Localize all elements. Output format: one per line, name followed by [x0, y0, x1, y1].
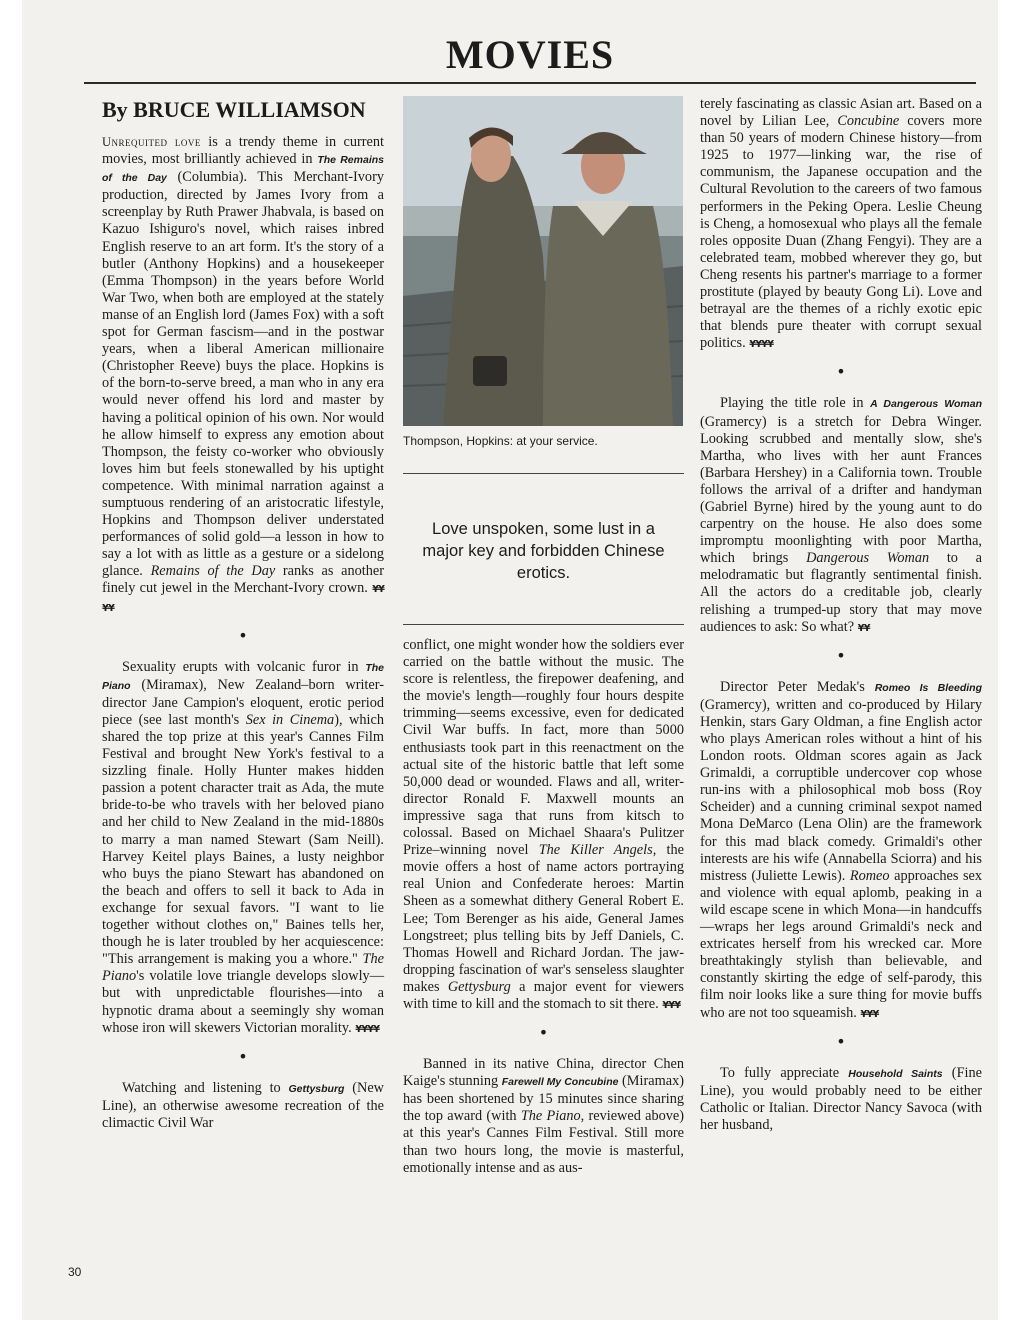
column-3 — [700, 96, 982, 1134]
review-concubine-cont: terely fascinating as classic Asian art. Based on a novel by Lilian Lee, Concubine covers more than 50 years of modern Chinese history—from 1925 to 1977—linking war, the rise of communism, the Japanese occupation and the Cultural Revolution to the careers of two famous performers in the Peking Opera. Leslie Cheung is Cheng, a homosexual who plays all the female roles opposite Duan (Zhang Fengyi). They are a celebrated team, mobbed wherever they go, but Cheng resents his partner's marriage to a former prostitute (played by beauty Gong Li). Love and betrayal are the themes of a richly exotic epic that blends pure theater with corrupt sexual politics. ¥¥¥¥ — [700, 96, 983, 352]
film-title: Gettysburg — [447, 978, 511, 995]
film-title: Romeo Is Bleeding — [874, 681, 982, 694]
book-title: Concubine — [837, 113, 900, 130]
review-a-dangerous-woman: Playing the title role in A Dangerous Woman (Gramercy) is a stretch for Debra Winger. Looking scrubbed and mentally slow, she's Martha, who lives with her aunt Frances (Barbara Hershey) in a California town. Trouble follows the arrival of a drifter and handyman (Gabriel Byrne) hired by the young aunt to do carpentry on the house. He also does some impromptu moonlighting with poor Martha, which brings Dangerous Woman to a melodramatic but flagrantly sentimental finish. All the actors do a creditable job, clearly relishing a trumped-up story that may move audiences to ask: So what? ¥¥ — [700, 395, 982, 635]
rating-icon: ¥¥¥ — [662, 999, 681, 1011]
pull-quote: Love unspoken, some lust in a major key and forbidden Chinese erotics. — [403, 473, 684, 625]
section-header — [84, 30, 976, 84]
rating-icon: ¥¥¥¥ — [749, 339, 774, 351]
byline: By BRUCE WILLIAMSON — [102, 97, 366, 122]
column-2 — [403, 96, 684, 1177]
column-1 — [102, 96, 384, 1132]
review-gettysburg-cont: conflict, one might wonder how the soldiers ever carried on the battle without the music. The score is relentless, the firepower deafening, and the movie's length—roughly four hours despite trimming—seems excessive, even for dedicated Civil War buffs. In fact, more than 5000 enthusiasts took part in this reenactment on the actual site of the historic battle that left some 50,000 dead or wounded. Flaws and all, writer-director Ronald F. Maxwell mounts an impressive saga that runs from kitsch to colossal. Based on Michael Shaara's Pulitzer Prize–winning novel The Killer Angels, the movie offers a host of name actors portraying real Union and Confederate heroes: Martin Sheen as a somewhat dithery General Robert E. Lee; Tom Berenger as his aide, General James Longstreet; plus telling bits by Jeff Daniels, C. Thomas Howell and Richard Jordan. The jaw-dropping fascination of war's senseless slaughter makes Gettysburg a major event for viewers with time to kill and the stomach to sit there. ¥¥¥ — [403, 637, 684, 1012]
rating-icon: ¥¥¥¥ — [355, 1023, 380, 1035]
book-title: The Killer Angels — [538, 842, 653, 859]
section-bullet: • — [238, 625, 248, 645]
film-title: Household Saints — [848, 1067, 943, 1080]
film-title: The Piano — [102, 661, 384, 692]
photo-illustration — [403, 96, 683, 426]
section-title: MOVIES — [445, 32, 615, 77]
column-2-body — [403, 637, 684, 1177]
rating-icon: ¥¥¥¥ — [102, 584, 384, 614]
magazine-page — [22, 0, 998, 1320]
film-title: Farewell My Concubine — [501, 1076, 619, 1089]
lead-in: Unrequited love — [102, 135, 201, 149]
review-romeo-is-bleeding: Director Peter Medak's Romeo Is Bleeding (Gramercy), written and co-produced by Hilary Henkin, stars Gary Oldman, a fine English actor who plays American roles without a hint of his London roots. Oldman scores again as Jack Grimaldi, a corruptible undercover cop whose run-ins with a philosophical mob boss (Roy Scheider) and a cunning criminal sexpot named Mona DeMarco (Lena Olin) are the framework for this mad black comedy. Grimaldi's other interests are his wife (Annabella Sciorra) and his mistress (Juliette Lewis). Romeo approaches sex and violence with equal aplomb, peaking in a wild escape scene in which Mona—in handcuffs—wraps her legs around Grimaldi's neck and extricates herself from his wrecked car. More breathtakingly stylish than believable, and constantly skirting the edge of self-parody, this film noir looks like a sure thing for movie buffs who are not too squeamish. ¥¥¥ — [700, 678, 982, 1021]
photo-caption: Thompson, Hopkins: at your service. — [403, 434, 598, 448]
review-remains-of-the-day: Unrequited love is a trendy theme in current movies, most brilliantly achieved in The Remains of the Day (Columbia). This Merchant-Ivory production, directed by James Ivory from a screenplay by Ruth Prawer Jhabvala, is based on Kazuo Ishiguro's novel, which raises inbred English reserve to an art form. It's the story of a butler (Anthony Hopkins) and a housekeeper (Emma Thompson) in the years before World War Two, when both are employed at the stately manse of an English lord (James Fox) with a soft spot for German fascism—and in the postwar years, when a liberal American millionaire (Christopher Reeve) buys the place. Hopkins is of the born-to-serve breed, a man who in any era would never offend his lord and master by having a political opinion of his own. Nor would he allow himself to express any emotion about Thompson, the feisty co-worker who obviously loves him but feels stonewalled by his uptight competence. With minimal narration against a sumptuous rendering of an aristocratic lifestyle, Hopkins and Thompson deliver understated performances of solid gold—a lesson in how to say a lot with as little as a gesture or a sidelong glance. Remains of the Day ranks as another finely cut jewel in the Merchant-Ivory crown. ¥¥¥¥ — [102, 134, 384, 614]
review-household-saints: To fully appreciate Household Saints (Fine Line), you would probably need to be either Catholic or Italian. Director Nancy Savoca (with her husband, — [700, 1064, 982, 1133]
film-title: Remains of the Day — [150, 563, 276, 580]
section-bullet: • — [836, 645, 846, 665]
review-farewell-my-concubine: Banned in its native China, director Chen Kaige's stunning Farewell My Concubine (Miramax) has been shortened by 15 minutes since sharing the top award (with The Piano, reviewed above) at this year's Cannes Film Festival. Still more than two hours long, the movie is masterful, emotionally intense and as aus- — [403, 1056, 685, 1176]
section-bullet: • — [538, 1023, 549, 1043]
film-still-photo — [403, 96, 683, 426]
film-title: A Dangerous Woman — [870, 398, 982, 411]
film-title: The Remains of the Day — [102, 154, 384, 185]
rating-icon: ¥¥¥ — [860, 1008, 879, 1020]
section-bullet: • — [238, 1046, 248, 1066]
review-gettysburg-start: Watching and listening to Gettysburg (New Line), an otherwise awesome recreation of the climactic Civil War — [102, 1079, 384, 1131]
page-number: 30 — [68, 1265, 82, 1279]
review-the-piano: Sexuality erupts with volcanic furor in The Piano (Miramax), New Zealand–born writer-director Jane Campion's eloquent, erotic period piece (see last month's Sex in Cinema), which shared the top prize at this year's Cannes Film Festival and brought New York's festival to a sizzling finale. Holly Hunter makes hidden passion a potent character trait as Ada, the mute bride-to-be who travels with her beloved piano and her child to New Zealand in the mid-1880s to marry a man named Stewart (Sam Neill). Harvey Keitel plays Baines, a lusty neighbor who buys the piano Stewart has abandoned on the beach and offers to sell it back to Ada in exchange for sexual favors. "I want to lie together without clothes on," Baines tells her, though he is later troubled by her acquiescence: "This arrangement is making you a whore." The Piano's volatile love triangle develops slowly—but with unpredictable flourishes—into a hypnotic drama about a seemingly shy woman whose iron will skewers Victorian morality. ¥¥¥¥ — [102, 658, 384, 1036]
section-bullet: • — [836, 362, 846, 382]
film-title: Gettysburg — [288, 1082, 345, 1095]
section-bullet: • — [836, 1031, 846, 1051]
rating-icon: ¥¥ — [857, 622, 870, 634]
